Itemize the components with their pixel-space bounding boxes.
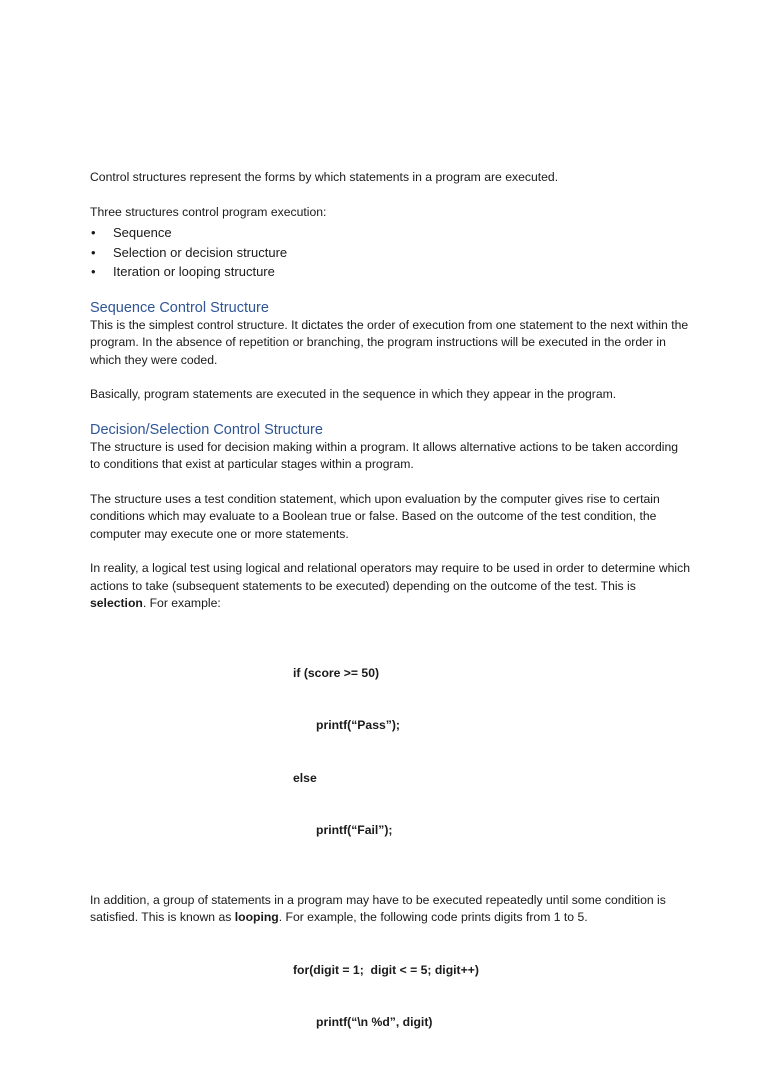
sequence-heading: Sequence Control Structure [90,299,269,316]
structures-list [90,223,690,282]
selection-term: selection [90,596,143,611]
if-else-code-block [293,630,690,875]
looping-paragraph: In addition, a group of statements in a program may have to be executed repeatedly until some condition is satisfied. This is known as looping. For example, the following code prints digits from 1 to 5. [90,892,666,925]
list-item: • Iteration or looping structure [90,262,690,282]
code-line: for(digit = 1; digit < = 5; digit++) [293,962,479,977]
bullet-icon: • [91,264,96,280]
code-line: printf(“Pass”); [316,718,400,733]
intro-paragraph: Control structures represent the forms by which statements in a program are executed. [90,170,559,184]
decision-paragraph-2: The structure uses a test condition statement, which upon evaluation by the computer gives rise to certain conditions which may evaluate to a Boolean true or false. Based on the outcome of the test condition, the computer may execute one or more statements. [90,491,660,541]
intro-structures-lead: Three structures control program execution: [90,204,327,219]
code-line: printf(“Fail”); [316,823,393,838]
sequence-paragraph-1: This is the simplest control structure. It dictates the order of execution from one statement to the next within the program. In the absence of repetition or branching, the program instructions will be executed in the order in which they were coded. [90,317,689,367]
decision-heading: Decision/Selection Control Structure [90,421,323,438]
code-line: else [293,770,317,785]
bullet-icon: • [91,225,96,240]
decision-paragraph-3: In reality, a logical test using logical and relational operators may require to be used in order to determine which actions to take (subsequent statements to be executed) depending on the outcome of the test. This is selection. For example: [90,561,690,611]
list-item: • Sequence [90,223,690,243]
bullet-icon: • [91,244,96,260]
list-item: • Selection or decision structure [90,243,690,263]
decision-paragraph-1: The structure is used for decision making within a program. It allows alternative actions to be taken according to conditions that exist at particular stages within a program. [90,439,678,472]
sequence-paragraph-2: Basically, program statements are executed in the sequence in which they appear in the program. [90,387,617,402]
code-line: printf(“\n %d”, digit) [316,1015,433,1030]
for-loop-code-block [293,927,690,1067]
looping-term: looping [234,910,279,925]
code-line: if (score >= 50) [293,665,380,680]
document-body [90,169,690,1067]
